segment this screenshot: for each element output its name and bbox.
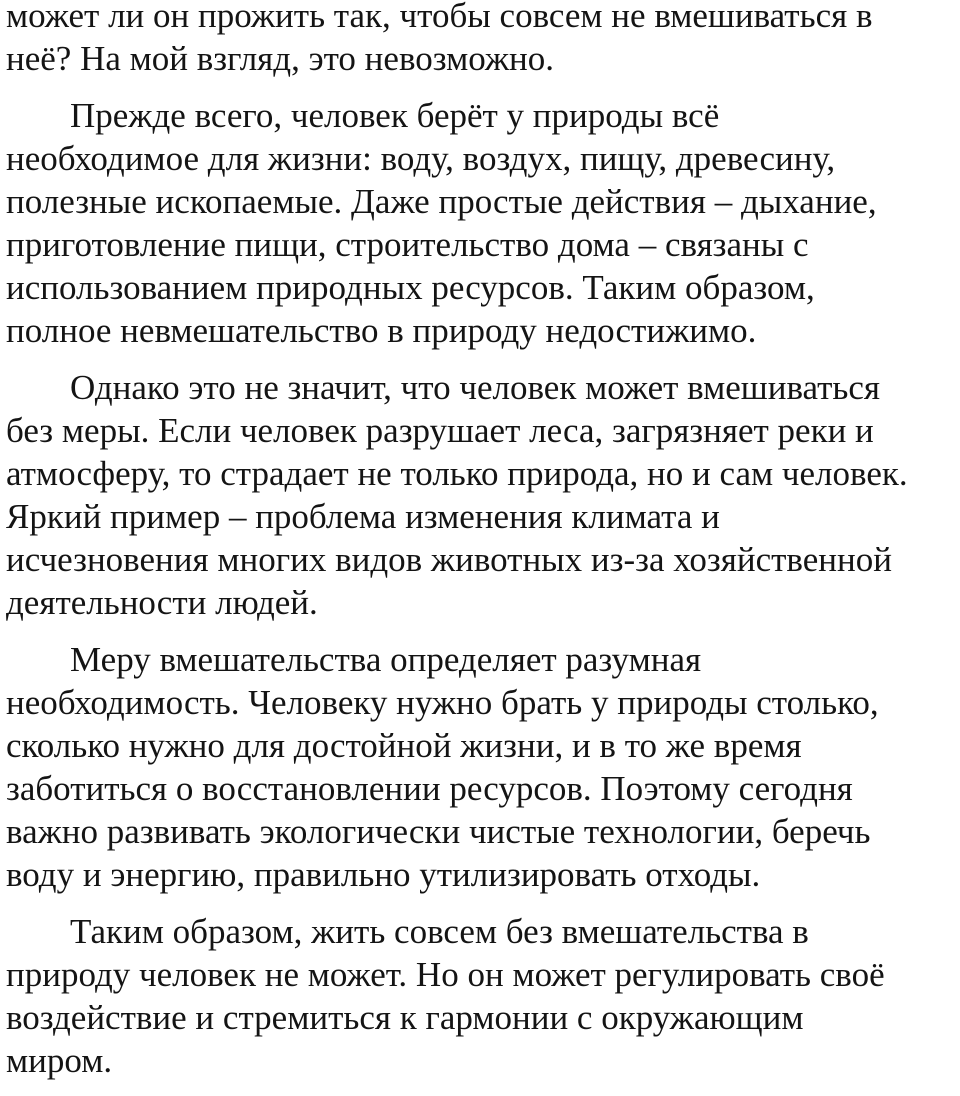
text-line: Меру вмешательства определяет разумная: [70, 640, 702, 679]
text-line: полное невмешательство в природу недостижимо.: [6, 311, 757, 350]
paragraph-2: [6, 94, 951, 352]
text-line: миром.: [6, 1041, 113, 1080]
paragraph-4: [6, 638, 951, 896]
text-line: необходимость. Человеку нужно брать у природы столько,: [6, 683, 879, 722]
text-line: Таким образом, жить совсем без вмешательства в: [70, 912, 809, 951]
text-line: без меры. Если человек разрушает леса, загрязняет реки и: [6, 411, 874, 450]
text-line: деятельности людей.: [6, 583, 318, 622]
text-line: Яркий пример – проблема изменения климата и: [6, 497, 720, 536]
text-line: сколько нужно для достойной жизни, и в то же время: [6, 726, 802, 765]
text-line: Прежде всего, человек берёт у природы всё: [70, 96, 720, 135]
text-line: использованием природных ресурсов. Таким образом,: [6, 268, 815, 307]
text-line: важно развивать экологически чистые технологии, беречь: [6, 812, 871, 851]
paragraph-3: [6, 366, 951, 624]
text-line: Однако это не значит, что человек может вмешиваться: [70, 368, 881, 407]
text-line: приготовление пищи, строительство дома – связаны с: [6, 225, 809, 264]
text-line: воздействие и стремиться к гармонии с окружающим: [6, 998, 804, 1037]
paragraph-5: [6, 910, 951, 1082]
text-line: неё? На мой взгляд, это невозможно.: [6, 39, 555, 78]
text-line: может ли он прожить так, чтобы совсем не вмешиваться в: [6, 0, 873, 35]
text-line: заботиться о восстановлении ресурсов. Поэтому сегодня: [6, 769, 853, 808]
text-line: исчезновения многих видов животных из-за хозяйственной: [6, 540, 892, 579]
text-line: природу человек не может. Но он может регулировать своё: [6, 955, 885, 994]
text-line: атмосферу, то страдает не только природа, но и сам человек.: [6, 454, 908, 493]
essay-page: [6, 0, 951, 1096]
paragraph-1: [6, 0, 951, 80]
text-line: полезные ископаемые. Даже простые действия – дыхание,: [6, 182, 877, 221]
text-line: воду и энергию, правильно утилизировать отходы.: [6, 855, 761, 894]
text-line: необходимое для жизни: воду, воздух, пищу, древесину,: [6, 139, 836, 178]
